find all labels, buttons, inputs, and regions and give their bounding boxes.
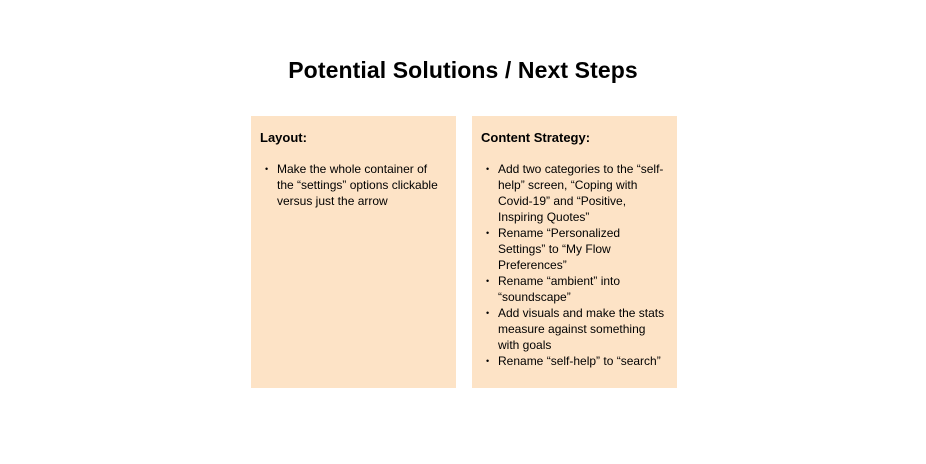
list-item-text: Add two categories to the “self-help” screen, “Coping with Covid-19” and “Positive, Inspiring Quotes” xyxy=(498,162,664,224)
list-item-text: Add visuals and make the stats measure against something with goals xyxy=(498,306,665,352)
list-item-text: Rename “Personalized Settings” to “My Flow Preferences” xyxy=(498,226,621,272)
list-item-text: Rename “ambient” into “soundscape” xyxy=(498,274,621,304)
list-item xyxy=(481,225,667,273)
layout-card-heading: Layout: xyxy=(260,130,307,145)
page-title: Potential Solutions / Next Steps xyxy=(288,57,638,83)
list-item xyxy=(481,353,667,369)
bullet-icon: • xyxy=(265,164,269,174)
list-item-text: Rename “self-help” to “search” xyxy=(498,354,661,368)
list-item xyxy=(481,273,667,305)
bullet-icon: • xyxy=(486,164,490,174)
content-strategy-card xyxy=(472,116,677,388)
bullet-icon: • xyxy=(486,308,490,318)
content-strategy-bullet-list xyxy=(481,161,667,369)
bullet-icon: • xyxy=(486,228,490,238)
list-item xyxy=(260,161,446,209)
list-item-text: Make the whole container of the “settings” options clickable versus just the arrow xyxy=(277,162,438,208)
list-item xyxy=(481,161,667,225)
layout-bullet-list xyxy=(260,161,446,209)
layout-card xyxy=(251,116,456,388)
bullet-icon: • xyxy=(486,356,490,366)
bullet-icon: • xyxy=(486,276,490,286)
content-strategy-card-heading: Content Strategy: xyxy=(481,130,591,145)
list-item xyxy=(481,305,667,353)
